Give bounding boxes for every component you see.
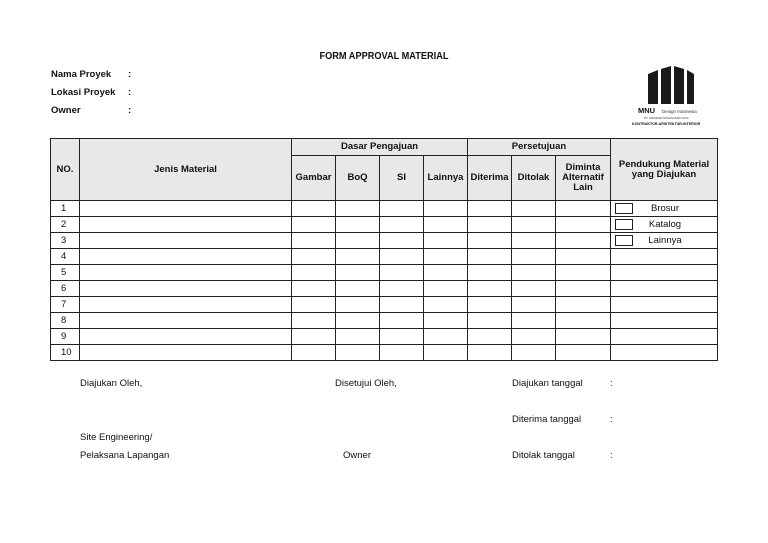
cell-lainnya[interactable] [424,297,468,313]
header-lainnya: Lainnya [424,156,468,201]
logo-brand-sub: Design Indonesia [662,109,697,114]
cell-jenis-material[interactable] [80,249,292,265]
cell-pendukung [611,249,718,265]
table-row [51,297,718,313]
cell-diminta[interactable] [556,201,611,217]
cell-si[interactable] [380,233,424,249]
row-number: 2 [51,217,80,233]
form-title: FORM APPROVAL MATERIAL [319,51,449,62]
cell-pendukung [611,345,718,361]
cell-gambar[interactable] [292,201,336,217]
header-ditolak: Ditolak [512,156,556,201]
table-row [51,345,718,361]
table-row [51,249,718,265]
cell-diterima[interactable] [468,249,512,265]
header-pendukung: Pendukung Material yang Diajukan [611,139,718,201]
header-boq: BoQ [336,156,380,201]
pendukung-option [611,203,717,214]
cell-pendukung [611,201,718,217]
row-number: 1 [51,201,80,217]
cell-boq[interactable] [336,329,380,345]
header-dasar-pengajuan: Dasar Pengajuan [292,139,468,156]
row-number: 5 [51,265,80,281]
cell-lainnya[interactable] [424,265,468,281]
material-table [50,138,718,361]
cell-diminta[interactable] [556,313,611,329]
cell-boq[interactable] [336,313,380,329]
meta-colon: : [128,69,132,80]
cell-boq[interactable] [336,297,380,313]
table-row [51,329,718,345]
cell-si[interactable] [380,249,424,265]
table-row [51,313,718,329]
cell-gambar[interactable] [292,265,336,281]
cell-gambar[interactable] [292,329,336,345]
meta-colon: : [128,105,132,116]
cell-si[interactable] [380,265,424,281]
cell-lainnya[interactable] [424,345,468,361]
cell-boq[interactable] [336,281,380,297]
cell-ditolak[interactable] [512,217,556,233]
pendukung-label: Lainnya [648,235,682,246]
table-row [51,281,718,297]
cell-diterima[interactable] [468,233,512,249]
header-gambar: Gambar [292,156,336,201]
diajukan-oleh: Diajukan Oleh, [80,378,143,389]
cell-pendukung [611,297,718,313]
meta-nama-proyek [51,69,131,80]
header-persetujuan: Persetujuan [468,139,611,156]
logo-line2: KONTRAKTOR-ARSITEKTUR-INTERIOR [632,122,701,126]
cell-gambar[interactable] [292,297,336,313]
cell-ditolak[interactable] [512,313,556,329]
owner-signature: Owner [343,450,371,461]
row-number: 8 [51,313,80,329]
ditolak-tanggal-colon: : [610,450,613,461]
cell-boq[interactable] [336,265,380,281]
pendukung-option [611,219,717,230]
meta-label: Owner [51,105,81,116]
pendukung-checkbox[interactable] [615,219,633,230]
cell-gambar[interactable] [292,313,336,329]
cell-diterima[interactable] [468,281,512,297]
table-row [51,233,718,249]
cell-gambar[interactable] [292,217,336,233]
cell-ditolak[interactable] [512,281,556,297]
cell-diminta[interactable] [556,297,611,313]
cell-pendukung [611,217,718,233]
cell-lainnya[interactable] [424,313,468,329]
header-jenis-material: Jenis Material [80,139,292,201]
cell-gambar[interactable] [292,233,336,249]
cell-si[interactable] [380,345,424,361]
cell-jenis-material[interactable] [80,201,292,217]
pelaksana-lapangan: Pelaksana Lapangan [80,450,170,461]
pendukung-label: Katalog [648,219,682,230]
logo-brand: MNU [638,106,656,115]
cell-jenis-material[interactable] [80,345,292,361]
cell-lainnya[interactable] [424,201,468,217]
table-row [51,265,718,281]
cell-si[interactable] [380,217,424,233]
cell-gambar[interactable] [292,345,336,361]
cell-lainnya[interactable] [424,233,468,249]
table-row [51,201,718,217]
cell-lainnya[interactable] [424,217,468,233]
diajukan-tanggal-label: Diajukan tanggal [512,378,583,389]
cell-diminta[interactable] [556,217,611,233]
pendukung-checkbox[interactable] [615,203,633,214]
cell-boq[interactable] [336,233,380,249]
cell-jenis-material[interactable] [80,217,292,233]
cell-jenis-material[interactable] [80,233,292,249]
company-logo [630,66,712,128]
cell-ditolak[interactable] [512,329,556,345]
row-number: 4 [51,249,80,265]
table-row [51,217,718,233]
cell-diterima[interactable] [468,313,512,329]
cell-ditolak[interactable] [512,265,556,281]
cell-si[interactable] [380,329,424,345]
meta-lokasi-proyek [51,87,131,98]
cell-pendukung [611,329,718,345]
cell-diminta[interactable] [556,329,611,345]
cell-boq[interactable] [336,249,380,265]
cell-pendukung [611,281,718,297]
cell-si[interactable] [380,201,424,217]
cell-diminta[interactable] [556,281,611,297]
cell-si[interactable] [380,281,424,297]
meta-colon: : [128,87,132,98]
header-si: SI [380,156,424,201]
cell-diminta[interactable] [556,345,611,361]
row-number: 10 [51,345,80,361]
cell-diterima[interactable] [468,297,512,313]
cell-jenis-material[interactable] [80,265,292,281]
diterima-tanggal-colon: : [610,414,613,425]
logo-line1: PT. MANDIRI NUSANTARA JAYA [644,116,689,120]
cell-diterima[interactable] [468,265,512,281]
cell-ditolak[interactable] [512,297,556,313]
header-diminta-alternatif: Diminta Alternatif Lain [556,156,611,201]
cell-jenis-material[interactable] [80,297,292,313]
pendukung-checkbox[interactable] [615,235,633,246]
table-body [51,201,718,361]
cell-jenis-material[interactable] [80,313,292,329]
row-number: 7 [51,297,80,313]
cell-jenis-material[interactable] [80,329,292,345]
cell-ditolak[interactable] [512,345,556,361]
cell-diterima[interactable] [468,345,512,361]
cell-boq[interactable] [336,345,380,361]
cell-boq[interactable] [336,217,380,233]
cell-diterima[interactable] [468,217,512,233]
diterima-tanggal-label: Diterima tanggal [512,414,582,425]
cell-ditolak[interactable] [512,201,556,217]
building-bars-icon [648,66,694,104]
cell-boq[interactable] [336,201,380,217]
ditolak-tanggal-label: Ditolak tanggal [512,450,575,461]
meta-label: Lokasi Proyek [51,87,116,98]
row-number: 3 [51,233,80,249]
site-engineering: Site Engineering/ [80,432,153,443]
cell-pendukung [611,313,718,329]
cell-lainnya[interactable] [424,329,468,345]
cell-diminta[interactable] [556,265,611,281]
header-diterima: Diterima [468,156,512,201]
cell-jenis-material[interactable] [80,281,292,297]
diajukan-tanggal-colon: : [610,378,613,389]
cell-si[interactable] [380,297,424,313]
meta-label: Nama Proyek [51,69,112,80]
cell-gambar[interactable] [292,281,336,297]
cell-pendukung [611,233,718,249]
pendukung-option [611,235,717,246]
header-no: NO. [51,139,80,201]
cell-ditolak[interactable] [512,249,556,265]
pendukung-label: Brosur [651,203,679,214]
cell-diterima[interactable] [468,201,512,217]
cell-diminta[interactable] [556,233,611,249]
cell-diterima[interactable] [468,329,512,345]
cell-gambar[interactable] [292,249,336,265]
cell-diminta[interactable] [556,249,611,265]
cell-lainnya[interactable] [424,249,468,265]
cell-si[interactable] [380,313,424,329]
row-number: 9 [51,329,80,345]
row-number: 6 [51,281,80,297]
disetujui-oleh: Disetujui Oleh, [335,378,397,389]
cell-pendukung [611,265,718,281]
cell-ditolak[interactable] [512,233,556,249]
meta-owner [51,105,131,116]
cell-lainnya[interactable] [424,281,468,297]
